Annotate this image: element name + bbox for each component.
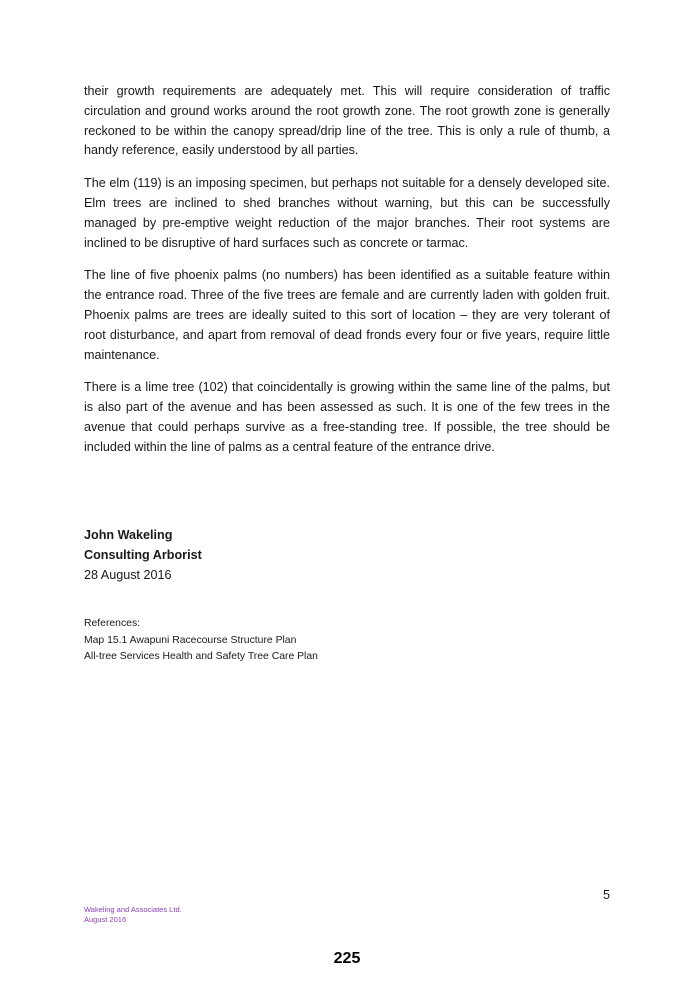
footer-date: August 2016	[84, 915, 127, 924]
references-heading: References:	[84, 618, 141, 629]
paragraph-elm: The elm (119) is an imposing specimen, but perhaps not suitable for a densely developed site. Elm trees are inclined to shed branches without warning, but this can be successfully managed by pre-emptive weight reduction of the major branches. Their root systems are inclined to be disruptive of hard surfaces such as concrete or tarmac.	[84, 176, 610, 250]
author-name: John Wakeling	[84, 528, 173, 542]
paragraph-phoenix-palms: The line of five phoenix palms (no numbers) has been identified as a suitable feature within the entrance road. Three of the five trees are female and are currently laden with golden fruit. Phoenix palms are trees are ideally suited to this sort of location – they are very tolerant of root disturbance, and apart from removal of dead fronds every four or five years, require little maintenance.	[84, 268, 610, 362]
footer-company-block	[84, 905, 182, 925]
reference-item: All-tree Services Health and Safety Tree Care Plan	[84, 651, 318, 662]
references-section	[84, 616, 318, 666]
footer-company-name: Wakeling and Associates Ltd.	[84, 905, 182, 914]
paragraph-lime-tree: There is a lime tree (102) that coincidentally is growing within the same line of the palms, but is also part of the avenue and has been assessed as such. It is one of the few trees in the avenue that could perhaps survive as a free-standing tree. If possible, the tree should be included within the line of palms as a central feature of the entrance drive.	[84, 380, 610, 454]
page-number: 5	[602, 888, 610, 902]
signature-block	[84, 525, 202, 585]
report-date: 28 August 2016	[84, 568, 172, 582]
report-body	[84, 82, 610, 471]
author-title: Consulting Arborist	[84, 548, 202, 562]
paragraph-growth-requirements: their growth requirements are adequately met. This will require consideration of traffic circulation and ground works around the root growth zone. The root growth zone is generally reckoned to be within the canopy spread/drip line of the tree. This is only a rule of thumb, a handy reference, easily understood by all parties.	[84, 84, 610, 158]
document-page-number: 225	[333, 950, 361, 967]
reference-item: Map 15.1 Awapuni Racecourse Structure Plan	[84, 634, 297, 646]
